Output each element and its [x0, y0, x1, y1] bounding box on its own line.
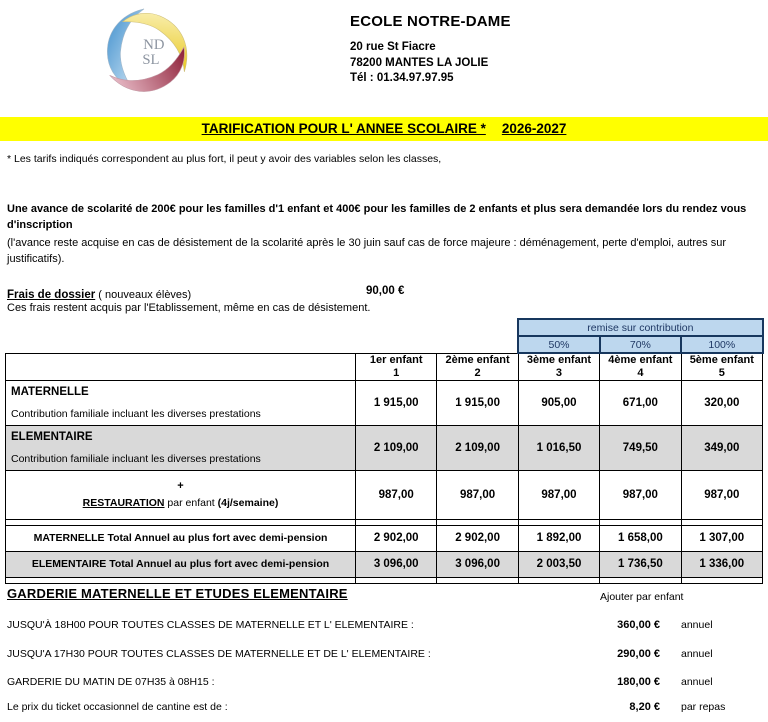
advance-paragraph: Une avance de scolarité de 200€ pour les familles d'1 enfant et 400€ pour les familles de 2 enfants et plus sera demandée lors du rendez vous d'inscription — [7, 203, 747, 231]
maternelle-value: 320,00 — [681, 380, 762, 425]
header-empty-cell — [6, 353, 356, 380]
table-bottom-spacer-row — [6, 577, 763, 583]
advance-detail-paragraph: (l'avance reste acquise en cas de désistement de la scolarité après le 30 juin sauf cas de force majeure : déménagement, perte d'emploi, autres sur justificatifs). — [7, 237, 726, 265]
column-header-5eme-enfant — [681, 353, 762, 380]
banner-year: 2026-2027 — [501, 121, 567, 136]
garderie-item-unit: par repas — [681, 701, 726, 713]
column-header-line1: 5ème enfant — [689, 354, 754, 367]
frais-dossier-label: Frais de dossier — [7, 289, 96, 301]
column-header-line2: 3 — [555, 366, 563, 379]
school-address-city: 78200 MANTES LA JOLIE — [350, 56, 489, 69]
restauration-value: 987,00 — [437, 470, 518, 519]
tariff-footnote: * Les tarifs indiqués correspondent au plus fort, il peut y avoir des variables selon les classes, — [7, 153, 442, 165]
logo-letters-nd: ND — [143, 37, 165, 54]
elementaire-title: ELEMENTAIRE — [11, 430, 93, 443]
elementaire-label-cell — [6, 425, 356, 470]
maternelle-total-value: 2 902,00 — [437, 525, 518, 551]
maternelle-total-value: 1 307,00 — [681, 525, 762, 551]
garderie-item — [0, 619, 768, 634]
garderie-item-price: 8,20 € — [629, 701, 660, 713]
restauration-row — [6, 470, 763, 519]
column-header-line1: 4ème enfant — [608, 354, 673, 367]
column-header-2eme-enfant — [437, 353, 518, 380]
school-logo — [94, 5, 198, 103]
elementaire-value: 2 109,00 — [356, 425, 437, 470]
garderie-item — [0, 648, 768, 663]
maternelle-value: 1 915,00 — [356, 380, 437, 425]
banner-title: TARIFICATION POUR L' ANNEE SCOLAIRE * — [201, 121, 486, 136]
remise-percent-100: 100% — [681, 336, 762, 353]
frais-dossier-amount: 90,00 € — [366, 285, 405, 297]
logo-letters-sl: SL — [142, 51, 160, 68]
garderie-item-label: JUSQU'A 17H30 POUR TOUTES CLASSES DE MATERNELLE ET DE L' ELEMENTAIRE : — [7, 648, 431, 660]
remise-header-cell: remise sur contribution — [518, 319, 762, 336]
restauration-label-cell — [6, 470, 356, 519]
maternelle-subtitle: Contribution familiale incluant les diverses prestations — [11, 407, 261, 420]
school-info — [350, 13, 511, 87]
column-header-line2: 5 — [718, 366, 725, 379]
garderie-item-label: GARDERIE DU MATIN DE 07H35 à 08H15 : — [7, 676, 215, 688]
garderie-item-label: Le prix du ticket occasionnel de cantine est de : — [7, 701, 228, 713]
column-header-line1: 3ème enfant — [526, 354, 592, 367]
garderie-item-unit: annuel — [681, 676, 713, 688]
column-header-3eme-enfant — [518, 353, 599, 380]
elementaire-total-value: 3 096,00 — [437, 551, 518, 577]
school-phone: Tél : 01.34.97.97.95 — [350, 72, 454, 84]
garderie-item-unit: annuel — [681, 619, 713, 631]
garderie-item-price: 360,00 € — [617, 619, 660, 631]
school-name: ECOLE NOTRE-DAME — [350, 13, 511, 30]
maternelle-value: 671,00 — [600, 380, 681, 425]
maternelle-row — [6, 380, 763, 425]
elementaire-total-value: 2 003,50 — [518, 551, 599, 577]
remise-percent-50: 50% — [518, 336, 599, 353]
maternelle-value: 905,00 — [518, 380, 599, 425]
elementaire-subtitle: Contribution familiale incluant les diverses prestations — [11, 452, 261, 465]
restauration-value: 987,00 — [518, 470, 599, 519]
restauration-title: RESTAURATION — [82, 497, 165, 509]
elementaire-value: 749,50 — [600, 425, 681, 470]
maternelle-total-value: 1 892,00 — [518, 525, 599, 551]
remise-percent-70: 70% — [600, 336, 681, 353]
elementaire-total-row — [6, 551, 763, 577]
maternelle-total-value: 2 902,00 — [356, 525, 437, 551]
maternelle-value: 1 915,00 — [437, 380, 518, 425]
maternelle-label-cell — [6, 380, 356, 425]
garderie-heading: GARDERIE MATERNELLE ET ETUDES ELEMENTAIRE — [7, 586, 348, 601]
garderie-item — [0, 701, 768, 716]
restauration-suffix: (4j/semaine) — [217, 497, 279, 509]
elementaire-total-value: 1 736,50 — [600, 551, 681, 577]
elementaire-value: 2 109,00 — [437, 425, 518, 470]
triskelion-logo-icon — [94, 5, 198, 103]
restauration-value: 987,00 — [600, 470, 681, 519]
column-header-line1: 2ème enfant — [445, 354, 510, 366]
elementaire-total-value: 1 336,00 — [681, 551, 762, 577]
frais-dossier-line — [7, 285, 747, 301]
column-header-line2: 4 — [637, 366, 644, 379]
garderie-item-label: JUSQU'À 18H00 POUR TOUTES CLASSES DE MATERNELLE ET L' ELEMENTAIRE : — [7, 619, 414, 631]
garderie-item — [0, 676, 768, 691]
garderie-item-price: 180,00 € — [617, 676, 660, 688]
garderie-item-unit: annuel — [681, 648, 713, 660]
remise-spacer — [6, 336, 519, 353]
restauration-plus: + — [177, 480, 184, 492]
elementaire-total-label: ELEMENTAIRE Total Annuel au plus fort avec demi-pension — [6, 551, 356, 577]
restauration-value: 987,00 — [681, 470, 762, 519]
column-header-4eme-enfant — [600, 353, 681, 380]
school-address-street: 20 rue St Fiacre — [350, 41, 436, 53]
column-header-1er-enfant — [356, 353, 437, 380]
elementaire-total-value: 3 096,00 — [356, 551, 437, 577]
column-header-line1: 1er enfant — [369, 354, 423, 366]
maternelle-title: MATERNELLE — [11, 385, 89, 398]
column-header-line2: 1 — [393, 366, 400, 379]
elementaire-value: 1 016,50 — [518, 425, 599, 470]
maternelle-total-label: MATERNELLE Total Annuel au plus fort avec demi-pension — [6, 525, 356, 551]
tarification-banner — [0, 117, 768, 141]
remise-spacer — [6, 319, 519, 336]
garderie-column-label: Ajouter par enfant — [600, 591, 684, 603]
restauration-mid: par enfant — [164, 497, 218, 509]
frais-dossier-note: Ces frais restent acquis par l'Etablissement, même en cas de désistement. — [7, 302, 371, 314]
maternelle-total-value: 1 658,00 — [600, 525, 681, 551]
frais-dossier-suffix: ( nouveaux élèves) — [95, 289, 192, 301]
elementaire-value: 349,00 — [681, 425, 762, 470]
column-header-line2: 2 — [474, 366, 481, 379]
restauration-value: 987,00 — [356, 470, 437, 519]
maternelle-total-row — [6, 525, 763, 551]
garderie-item-price: 290,00 € — [617, 648, 660, 660]
tariff-table — [5, 318, 764, 584]
elementaire-row — [6, 425, 763, 470]
